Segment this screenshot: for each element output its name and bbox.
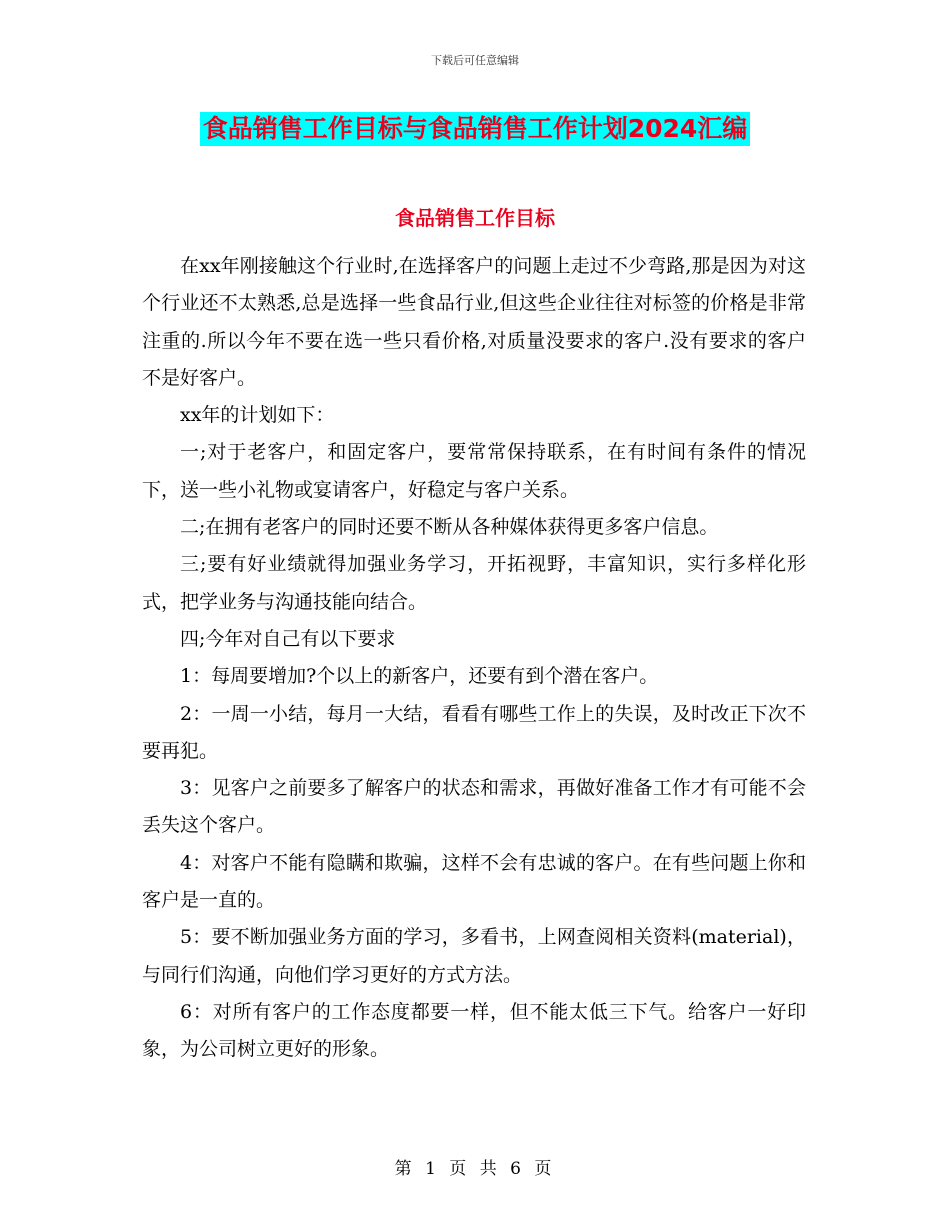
paragraph: 一;对于老客户，和固定客户，要常常保持联系，在有时间有条件的情况下，送一些小礼物或宴请客户，好稳定与客户关系。	[142, 441, 806, 501]
paragraph: 四;今年对自己有以下要求	[180, 627, 396, 650]
paragraph: 在xx年刚接触这个行业时,在选择客户的问题上走过不少弯路,那是因为对这个行业还不太熟悉,总是选择一些食品行业,但这些企业往往对标签的价格是非常注重的.所以今年不要在选一些只看价格,对质量没要求的客户.没有要求的客户不是好客户。	[142, 255, 806, 389]
page-footer: 第 1 页 共 6 页	[394, 1159, 556, 1179]
document-title: 食品销售工作目标与食品销售工作计划2024汇编	[200, 112, 751, 146]
paragraph: 6：对所有客户的工作态度都要一样，但不能太低三下气。给客户一好印象，为公司树立更好的形象。	[142, 1000, 806, 1061]
paragraph: 2：一周一小结，每月一大结，看看有哪些工作上的失误，及时改正下次不要再犯。	[142, 702, 806, 762]
paragraph: 二;在拥有老客户的同时还要不断从各种媒体获得更多客户信息。	[180, 516, 719, 539]
paragraph: xx年的计划如下：	[180, 404, 335, 427]
header-note: 下载后可任意编辑	[431, 54, 519, 67]
paragraph: 3：见客户之前要多了解客户的状态和需求，再做好准备工作才有可能不会丢失这个客户。	[142, 777, 806, 837]
paragraph: 1：每周要增加?个以上的新客户，还要有到个潜在客户。	[180, 665, 659, 688]
title-container	[0, 112, 950, 146]
paragraph: 三;要有好业绩就得加强业务学习，开拓视野，丰富知识，实行多样化形式，把学业务与沟通技能向结合。	[142, 553, 806, 613]
paragraph: 4：对客户不能有隐瞒和欺骗，这样不会有忠诚的客户。在有些问题上你和客户是一直的。	[142, 851, 806, 912]
section-title: 食品销售工作目标	[395, 206, 555, 230]
document-body	[142, 248, 806, 1069]
paragraph: 5：要不断加强业务方面的学习，多看书，上网查阅相关资料(material)，与同行们沟通，向他们学习更好的方式方法。	[142, 926, 806, 986]
